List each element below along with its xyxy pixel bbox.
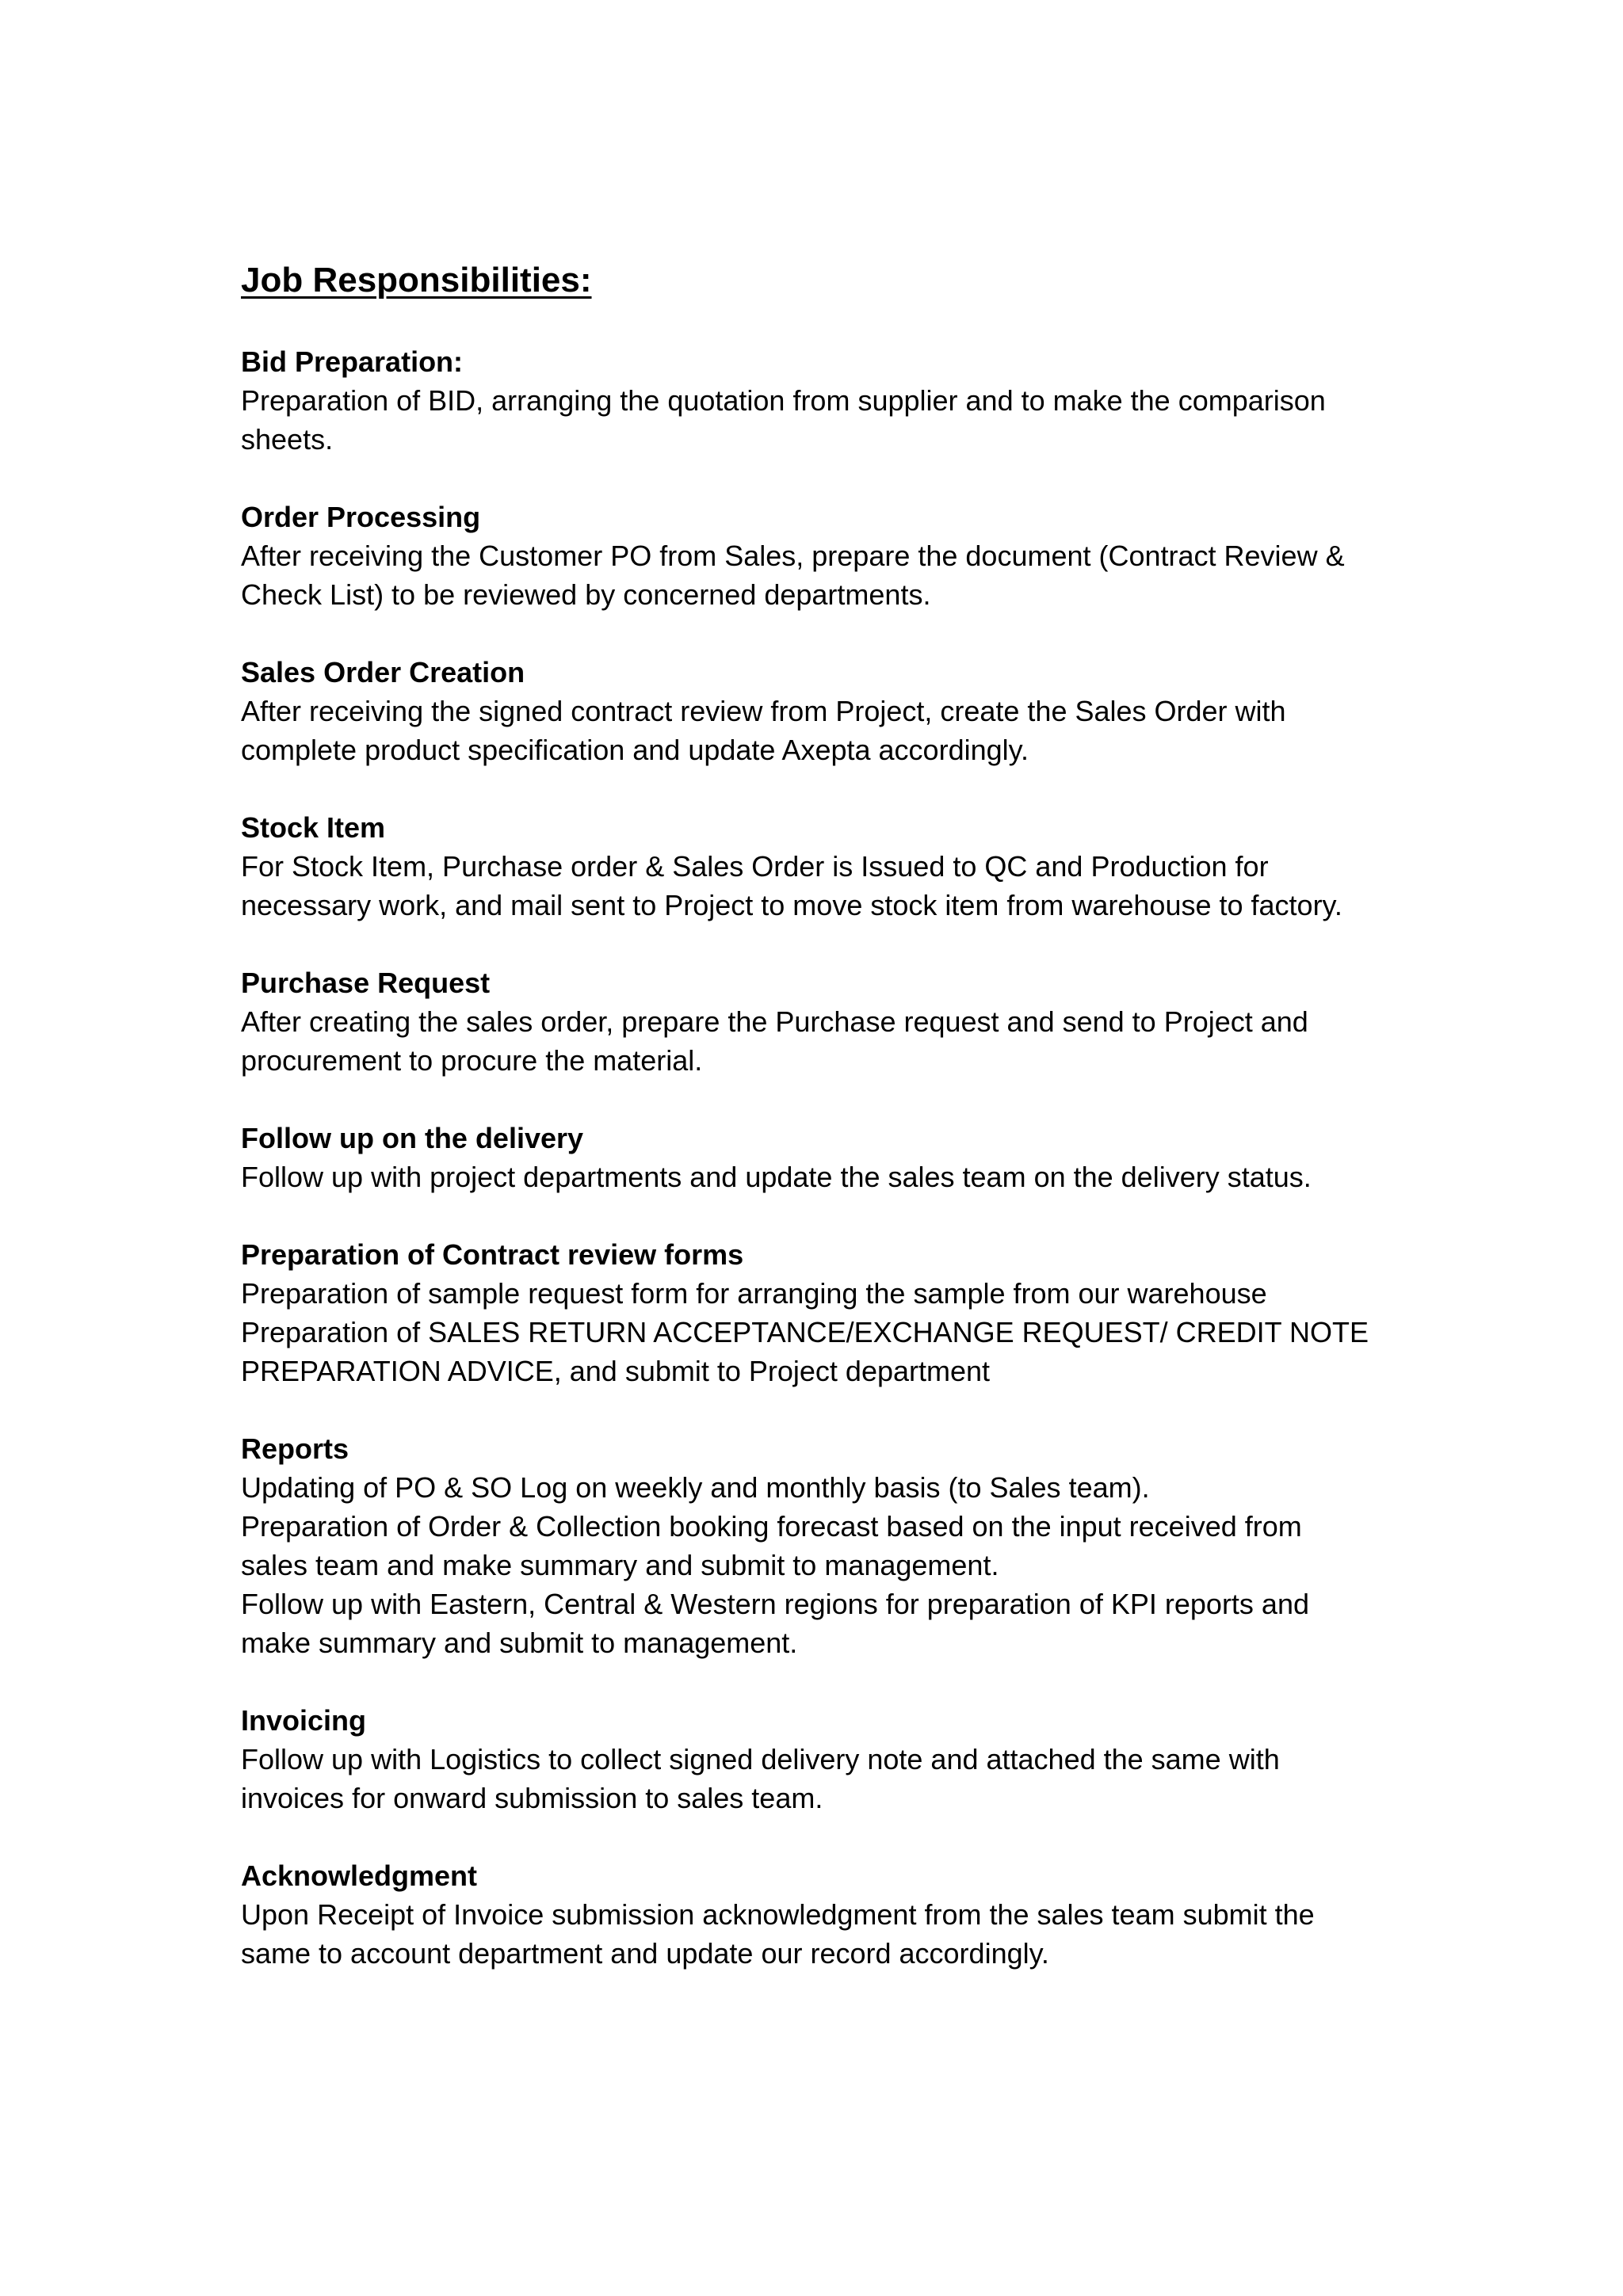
section-heading: Follow up on the delivery	[241, 1122, 584, 1154]
section-heading: Order Processing	[241, 501, 481, 533]
section-text-line: same to account department and update our record accordingly.	[241, 1937, 1049, 1970]
section	[241, 963, 1430, 1080]
section-heading: Purchase Request	[241, 967, 491, 999]
document-title: Job Responsibilities:	[241, 261, 592, 299]
section-text-line: complete product specification and update Axepta accordingly.	[241, 734, 1029, 766]
section	[241, 653, 1430, 769]
section-text-line: sales team and make summary and submit to management.	[241, 1549, 999, 1581]
section	[241, 342, 1430, 459]
section	[241, 1429, 1430, 1662]
section-text-line: invoices for onward submission to sales team.	[241, 1782, 823, 1814]
section-text-line: Follow up with project departments and update the sales team on the delivery status.	[241, 1161, 1312, 1193]
section-text-line: After receiving the Customer PO from Sales, prepare the document (Contract Review &	[241, 540, 1345, 572]
section-text-line: Upon Receipt of Invoice submission acknowledgment from the sales team submit the	[241, 1898, 1315, 1931]
section-heading: Preparation of Contract review forms	[241, 1238, 744, 1271]
section-text-line: Preparation of BID, arranging the quotation from supplier and to make the comparison	[241, 384, 1326, 417]
section	[241, 1119, 1430, 1196]
document-page	[241, 252, 1430, 2012]
section-text-line: procurement to procure the material.	[241, 1044, 703, 1077]
section-text-line: Preparation of Order & Collection booking forecast based on the input received from	[241, 1510, 1302, 1543]
section-text-line: Check List) to be reviewed by concerned departments.	[241, 578, 931, 611]
section-text-line: sheets.	[241, 423, 334, 456]
sections-container	[241, 342, 1430, 1973]
section-heading: Bid Preparation:	[241, 345, 464, 378]
section-heading: Acknowledgment	[241, 1859, 478, 1892]
section-text-line: After creating the sales order, prepare the Purchase request and send to Project and	[241, 1005, 1308, 1038]
section-text-line: Follow up with Eastern, Central & Western regions for preparation of KPI reports and	[241, 1588, 1309, 1620]
section	[241, 498, 1430, 614]
section-text-line: Preparation of sample request form for arranging the sample from our warehouse	[241, 1277, 1267, 1310]
section-heading: Reports	[241, 1432, 349, 1465]
section	[241, 1856, 1430, 1973]
section-text-line: Preparation of SALES RETURN ACCEPTANCE/EXCHANGE REQUEST/ CREDIT NOTE	[241, 1316, 1369, 1348]
section-heading: Sales Order Creation	[241, 656, 525, 688]
section-text-line: After receiving the signed contract review from Project, create the Sales Order with	[241, 695, 1286, 727]
section	[241, 808, 1430, 925]
section	[241, 1701, 1430, 1817]
section-text-line: make summary and submit to management.	[241, 1627, 798, 1659]
section-text-line: PREPARATION ADVICE, and submit to Project department	[241, 1355, 991, 1387]
section	[241, 1235, 1430, 1390]
section-heading: Invoicing	[241, 1704, 367, 1737]
section-text-line: Updating of PO & SO Log on weekly and monthly basis (to Sales team).	[241, 1471, 1150, 1504]
section-text-line: necessary work, and mail sent to Project to move stock item from warehouse to factory.	[241, 889, 1342, 921]
section-heading: Stock Item	[241, 811, 386, 844]
section-text-line: For Stock Item, Purchase order & Sales Order is Issued to QC and Production for	[241, 850, 1269, 883]
section-text-line: Follow up with Logistics to collect signed delivery note and attached the same with	[241, 1743, 1280, 1775]
